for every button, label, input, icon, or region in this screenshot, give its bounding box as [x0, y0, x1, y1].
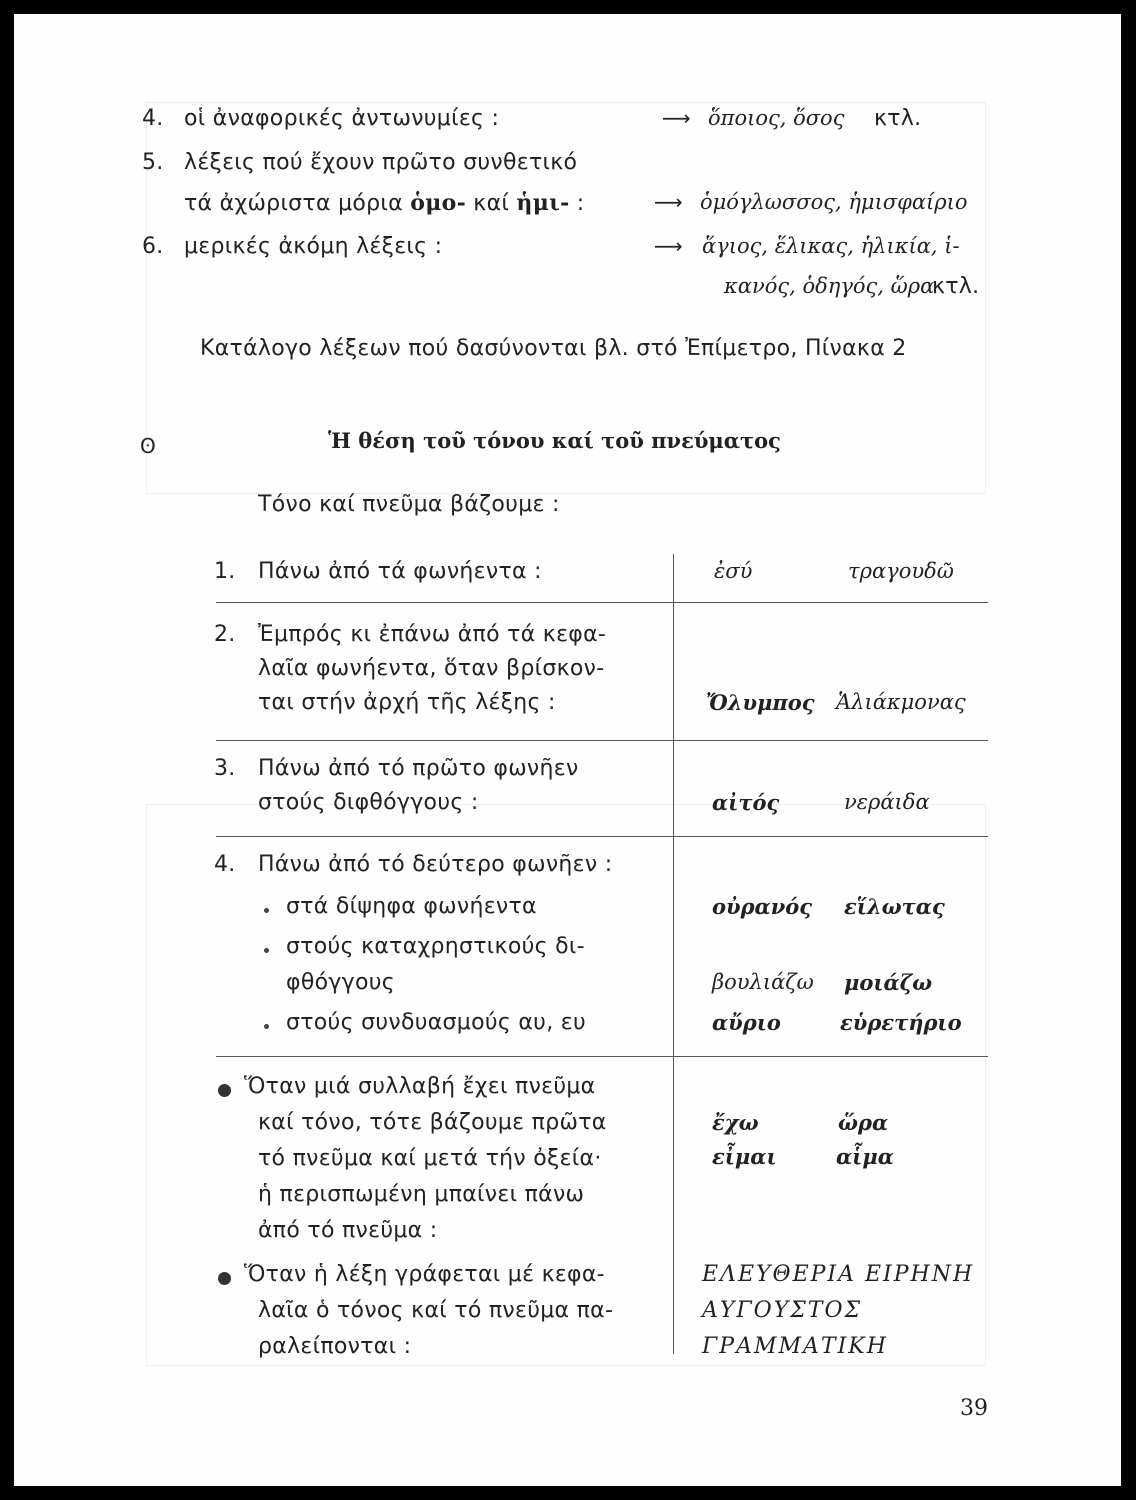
bullet-icon: [264, 1024, 269, 1029]
example-word: βουλιάζω: [712, 970, 814, 994]
rule-text: στούς διφθόγγους :: [258, 790, 479, 815]
note-text: καί τόνο, τότε βάζουμε πρῶτα: [258, 1110, 607, 1135]
section-symbol: ʘ: [140, 434, 156, 458]
example-words: κανός, ὁδηγός, ὥρα: [724, 274, 935, 298]
note-text: τό πνεῦμα καί μετά τήν ὀξεία·: [258, 1146, 602, 1171]
rule-text: Πάνω ἀπό τά φωνήεντα :: [258, 559, 542, 584]
example-word: ἔχω: [712, 1110, 759, 1135]
note-text: ραλείπονται :: [258, 1334, 412, 1359]
row-divider: [216, 602, 988, 603]
rule-text: Ἐμπρός κι ἐπάνω ἀπό τά κεφα-: [258, 622, 607, 647]
section-title: Ἡ θέση τοῦ τόνου καί τοῦ πνεύματος: [328, 428, 781, 453]
rule-text: ται στήν ἀρχή τῆς λέξης :: [258, 690, 556, 715]
note-text: λαῖα ὁ τόνος καί τό πνεῦμα πα-: [258, 1298, 614, 1323]
list-text: λέξεις πού ἔχουν πρῶτο συνθετικό: [184, 150, 578, 175]
column-divider: [673, 554, 674, 1354]
rule-subitem: φθόγγους: [286, 970, 395, 995]
example-word: τραγουδῶ: [848, 559, 954, 583]
note-bullet-icon: [218, 1272, 231, 1285]
intro-text: Τόνο καί πνεῦμα βάζουμε :: [258, 492, 560, 517]
rule-subitem: στά δίψηφα φωνήεντα: [286, 894, 537, 919]
example-word: αὔριο: [712, 1010, 781, 1035]
page-number: 39: [960, 1396, 988, 1421]
arrow-right-icon: ⟶: [654, 234, 683, 258]
list-number: 6.: [142, 234, 164, 259]
example-word: εὑρετήριο: [840, 1010, 962, 1035]
list-text: οἱ ἀναφορικές ἀντωνυμίες :: [184, 106, 500, 131]
example-word: εἶμαι: [712, 1144, 777, 1169]
list-text: μερικές ἀκόμη λέξεις :: [184, 234, 443, 259]
rule-subitem: στούς συνδυασμούς αυ, ευ: [286, 1010, 587, 1035]
example-word: εἵλωτας: [844, 894, 945, 919]
list-number: 4.: [142, 106, 164, 131]
etc-label: κτλ.: [932, 274, 980, 299]
note-bullet-icon: [218, 1084, 231, 1097]
bullet-icon: [264, 948, 269, 953]
book-page: [14, 14, 1121, 1486]
rule-number: 1.: [214, 559, 236, 584]
note-text: Ὅταν μιά συλλαβή ἔχει πνεῦμα: [244, 1074, 596, 1099]
arrow-right-icon: ⟶: [662, 106, 691, 130]
etc-label: κτλ.: [874, 106, 922, 131]
example-words: ἅγιος, ἕλικας, ἡλικία, ἱ-: [702, 234, 960, 258]
rule-number: 4.: [214, 852, 236, 877]
note-text: Ὅταν ἡ λέξη γράφεται μέ κεφα-: [244, 1262, 605, 1287]
rule-text: Πάνω ἀπό τό πρῶτο φωνῆεν: [258, 756, 579, 781]
note-text: ἀπό τό πνεῦμα :: [258, 1218, 438, 1243]
example-word: μοιάζω: [844, 970, 933, 995]
bullet-icon: [264, 908, 269, 913]
example-word: νεράιδα: [844, 790, 930, 814]
rule-text: Πάνω ἀπό τό δεύτερο φωνῆεν :: [258, 852, 613, 877]
rule-subitem: στούς καταχρηστικούς δι-: [286, 934, 585, 959]
rule-number: 2.: [214, 622, 236, 647]
list-text-line2: τά ἀχώριστα μόρια ὁμο- καί ἡμι- :: [184, 190, 585, 216]
example-words: ὁμόγλωσσος, ἡμισφαίριο: [700, 190, 968, 214]
example-word: ὥρα: [838, 1110, 889, 1135]
caps-example: ΑΥΓΟΥΣΤΟΣ: [702, 1298, 863, 1323]
example-word: ἐσύ: [714, 559, 753, 583]
caps-example: ΓΡΑΜΜΑΤΙΚΗ: [702, 1334, 888, 1359]
example-word: Ἁλιάκμονας: [836, 690, 966, 714]
note-text: ἡ περισπωμένη μπαίνει πάνω: [258, 1182, 585, 1207]
caps-example: ΕΛΕΥΘΕΡΙΑ ΕΙΡΗΝΗ: [702, 1262, 975, 1287]
arrow-right-icon: ⟶: [654, 190, 683, 214]
list-number: 5.: [142, 150, 164, 175]
example-word: οὐρανός: [712, 894, 813, 919]
row-divider: [216, 740, 988, 741]
row-divider: [216, 836, 988, 837]
rule-number: 3.: [214, 756, 236, 781]
example-word: αἷμα: [836, 1144, 894, 1169]
catalog-note: Κατάλογο λέξεων πού δασύνονται βλ. στό Ἐπίμετρο, Πίνακα 2: [200, 336, 907, 361]
example-word: Ὄλυμπος: [706, 690, 815, 715]
example-words: ὅποιος, ὅσος: [708, 106, 845, 130]
row-divider: [216, 1056, 988, 1057]
rule-text: λαῖα φωνήεντα, ὅταν βρίσκον-: [258, 656, 605, 681]
example-word: αἰτός: [712, 790, 780, 815]
